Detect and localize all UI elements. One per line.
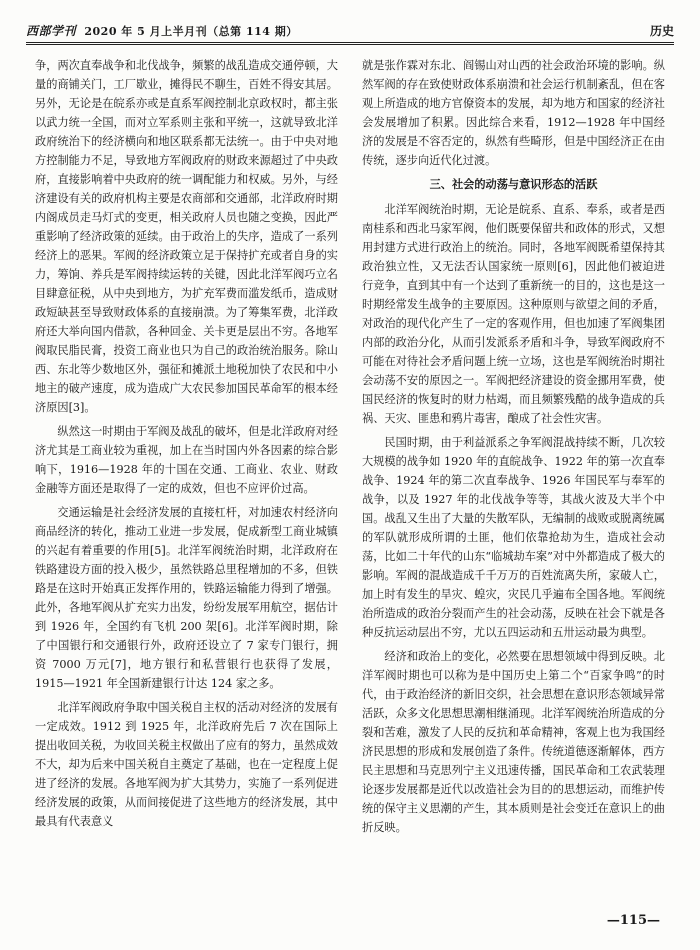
- paragraph: 交通运输是社会经济发展的直接杠杆，对加速农村经济向商品经济的转化，推动工业进一步发展，促成新型工商业城镇的兴起有着重要的作用[5]。北洋军阀统治时期，北洋政府在铁路建设方面的投入极少，虽然铁路总里程增加的不多，但铁路是在这时开始真正发挥作用的，铁路运输能力得到了增强。此外，各地军阀从扩充实力出发，纷纷发展军用航空，据估计到 1926 年，全国约有飞机 200 架[6]。北洋军阀时期，除了中国银行和交通银行外，政府还设立了 7 家专门银行，拥资 7000 万元[7]，地方银行和私营银行也获得了发展，1915—1921 年全国新建银行计达 124 家之多。: [35, 506, 338, 690]
- header-rule: [26, 42, 674, 45]
- paragraph: 就是张作霖对东北、阎锡山对山西的社会政治环境的影响。纵然军阀的存在致使财政体系崩溃和社会运行机制紊乱，但在客观上所造成的地方官僚资本的发展，却为地方和国家的经济社会发展增加了积累。因此综合来看，1912—1928 年中国经济的发展是不容否定的，纵然有些畸形，但是中国经济正在由传统，逐步向近代化过渡。: [362, 59, 665, 167]
- journal-masthead: [26, 22, 298, 39]
- paragraph: 民国时期，由于利益派系之争军阀混战持续不断，几次较大规模的战争如 1920 年的直皖战争、1922 年的第一次直奉战争、1924 年的第二次直奉战争、1926 年国民军与奉军的战争，以及 1927 年的北伐战争等等，其战火波及大半个中国。战乱又生出了大量的失散军队，无编制的战败或脱离统属的军队就形成所谓的土匪，他们依靠抢劫为生，造成社会动荡，比如二十年代的山东“临城劫车案”对中外都造成了极大的影响。军阀的混战造成千千万万的百姓流离失所，家破人亡，加上时有发生的旱灾、蝗灾，灾民几乎遍布全国各地。军阀统治所造成的政治分裂而产生的社会动荡，反映在社会下就是各种反抗运动层出不穷，尤以五四运动和五卅运动最为典型。: [362, 436, 665, 639]
- paragraph: 纵然这一时期由于军阀及战乱的破坏，但是北洋政府对经济尤其是工商业较为重视，加上在当时国内外各因素的综合影响下，1916—1928 年的十国在交通、工商业、农业、财政金融等方面还是取得了一定的成效，但也不应评价过高。: [35, 425, 338, 495]
- paragraph: 北洋军阀政府争取中国关税自主权的活动对经济的发展有一定成效。1912 到 1925 年，北洋政府先后 7 次在国际上提出收回关税，为收回关税主权做出了应有的努力，虽然成效不大，却为后来中国关税自主奠定了基础，也在一定程度上促进了经济的发展。各地军阀为扩大其势力，实施了一系列促进经济发展的政策，从而间接促进了这些地方的经济发展，其中最具有代表意义: [35, 701, 338, 828]
- right-column: [362, 56, 665, 842]
- issue-info: 2020 年 5 月上半月刊（总第 114 期）: [84, 25, 298, 38]
- page-header: [0, 0, 700, 58]
- page-number: —115—: [606, 913, 660, 928]
- section-label: 历史: [649, 24, 674, 38]
- left-column: [35, 56, 338, 836]
- section-heading: 三、社会的动荡与意识形态的活跃: [429, 178, 598, 191]
- paragraph: 争，两次直奉战争和北伐战争，频繁的战乱造成交通停顿，大量的商铺关门，工厂歇业，摊得民不聊生，百姓不得安其居。另外，无论是在皖系亦或是直系军阀控制北京政权时，都主张以武力统一全国，而对立军系则主张和平统一，这就导致北洋政府统治下的经济横向和地区联系都无法统一。由于中央对地方控制能力不足，导致地方军阀政府的财政来源超过了中央政府，直接影响着中央政府的统一调配能力和权威。另外，与经济建设有关的政府机构主要是农商部和交通部，北洋政府时期内阁成员走马灯式的变更，相关政府人员也随之变换，因此严重影响了经济政策的延续。由于政治上的失序，造成了一系列经济上的恶果。军阀的经济政策立足于保持扩充或者自身的实力，筹饷、养兵是军阀持续运转的关键，因此北洋军阀巧立名目肆意征税，从中央到地方，为扩充军费而滥发纸币，造成财政短缺甚至导致财政体系的直接崩溃。为了筹集军费，北洋政府还大举向国内借款，各种回金、关卡更是层出不穷。各地军阀取民脂民膏，投资工商业也只为自己的政治统治服务。除山西、东北等少数地区外，强征和摊派土地税加快了农民和中小地主的破产速度，成为造成广大农民参加国民革命军的根本经济原因[3]。: [35, 59, 338, 414]
- paragraph: 北洋军阀统治时期，无论是皖系、直系、奉系，或者是西南桂系和西北马家军阀，他们既要保留共和政体的形式，又想用封建方式进行政治上的统治。同时，各地军阀既希望保持其政治独立性，又无法否认国家统一原则[6]，因此他们被迫进行竞争，直到其中有一个达到了重新统一的目的，这也是这一时期经常发生战争的主要原因。这种原则与欲望之间的矛盾，对政治的现代化产生了一定的客观作用，但也加速了军阀集团内部的政治分化，从而引发派系矛盾和斗争，导致军阀政府不可能在对待社会矛盾问题上统一立场，这也是军阀统治时期社会动荡不安的原因之一。军阀把经济建设的资金挪用军费，使国民经济的恢复时的财力枯竭，而且频繁残酷的战争造成的兵祸、天灾、匪患和鸦片毒害，酿成了社会性灾害。: [362, 203, 665, 425]
- journal-brand: 西部学刊: [26, 24, 77, 38]
- paragraph: 经济和政治上的变化，必然要在思想领域中得到反映。北洋军阀时期也可以称为是中国历史上第二个“百家争鸣”的时代，由于政治经济的新旧交织，社会思想在意识形态领域异常活跃，众多文化思想思潮相继涌现。北洋军阀统治所造成的分裂和苦难，激发了人民的反抗和革命精神，客观上也为我国经济民思想的形成和发展创造了条件。传统道德逐渐解体，西方民主思想和马克思列宁主义迅速传播，国民革命和工农武装理论逐步发展都是近代以改造社会为目的的思想运动，而维护传统的保守主义思潮的产生，其本质则是社会变迁在意识上的曲折反映。: [362, 650, 665, 834]
